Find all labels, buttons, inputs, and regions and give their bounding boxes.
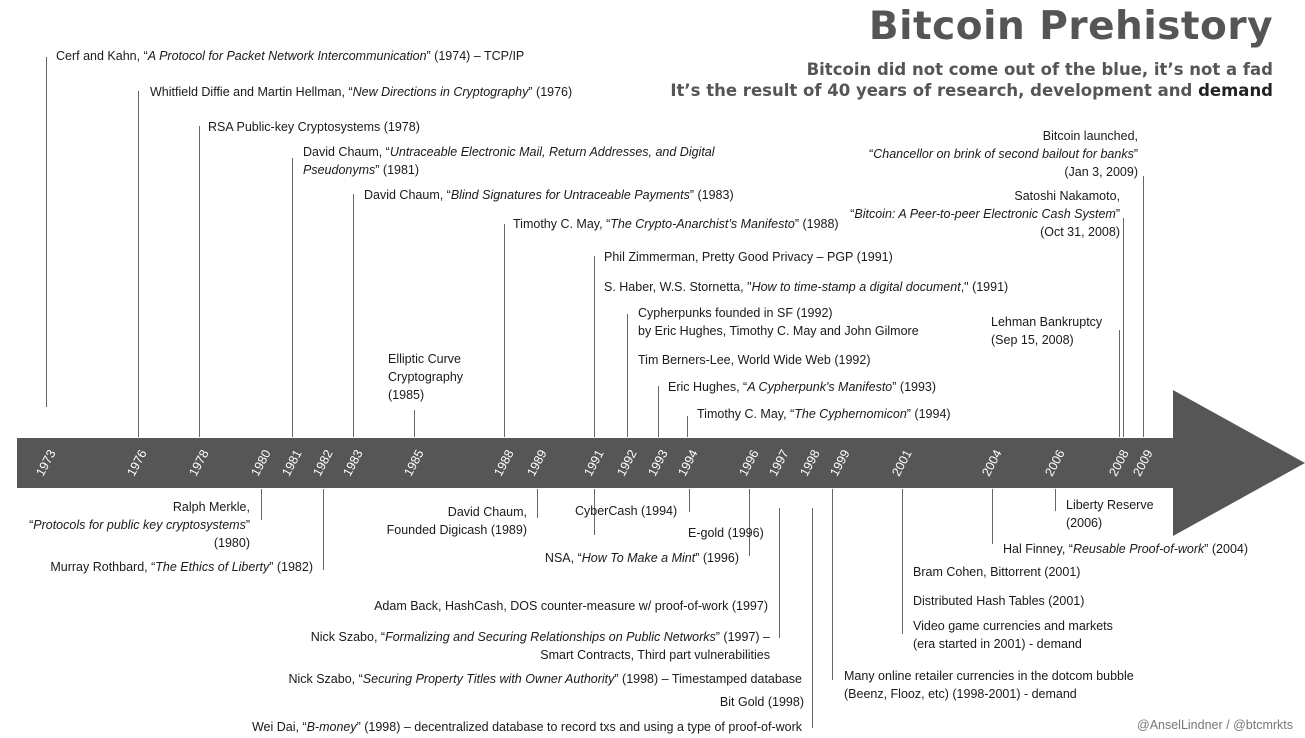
event-title-italic: A Cypherpunk's Manifesto [747,380,893,394]
event-text: CyberCash (1994) [575,504,678,518]
event-text: Murray Rothbard, “ [50,560,156,574]
connector-cyphernomicon [687,416,688,437]
event-line [913,635,1113,653]
connector-may88 [504,224,505,437]
event-text: ” (1997) – [715,630,770,644]
event-cypherpunks [638,304,919,340]
event-text: ” (1982) [269,560,313,574]
event-rsa [208,118,420,136]
year-text: 1991 [581,447,607,479]
event-bittorrent [913,563,1080,581]
year-text: 1982 [310,447,336,479]
event-text: Nick Szabo, “ [310,630,386,644]
credit-text: @AnselLindner / @btcmrkts [1137,718,1293,732]
event-text: (1985) [388,388,425,402]
connector-videogame [902,489,903,634]
event-text: Hal Finney, “ [1003,542,1073,556]
event-title-italic: The Cyphernomicon [794,407,907,421]
event-bitgold [720,693,804,711]
event-line [697,405,951,423]
connector-bmoney [812,508,813,728]
event-line [638,351,871,369]
event-may88 [513,215,839,233]
event-title-italic: Protocols for public key cryptosystems [33,518,246,532]
event-title-italic: How to time-stamp a digital document [751,280,961,294]
event-text: ” (2004) [1204,542,1249,556]
year-text: 1996 [736,447,762,479]
event-line [850,205,1120,223]
year-text: 1988 [491,447,517,479]
year-text: 1978 [186,447,212,479]
year-text: 2009 [1130,447,1156,479]
event-title-italic: Chancellor on brink of second bailout for banks [873,147,1134,161]
event-nakamoto [850,187,1120,241]
event-text: Adam Back, HashCash, DOS counter-measure w/ proof-of-work (1997) [374,599,768,613]
event-text: (Sep 15, 2008) [991,333,1074,347]
event-text: Elliptic Curve [388,352,461,366]
year-text: 1999 [827,447,853,479]
event-text: “ [29,518,34,532]
event-text: ” (1974) – TCP/IP [426,49,525,63]
year-text: 1980 [248,447,274,479]
event-text: ” (1996) [695,551,739,565]
event-digicash [387,503,527,539]
event-text: (Beenz, Flooz, etc) (1998-2001) - demand [844,687,1077,701]
event-hashcash [374,597,768,615]
event-line [913,592,1084,610]
event-title-italic: A Protocol for Packet Network Intercommunication [147,49,427,63]
event-text: Founded Digicash (1989) [386,523,527,537]
event-text: Distributed Hash Tables (2001) [913,594,1085,608]
connector-libertyreserve [1055,489,1056,511]
event-line [850,223,1120,241]
event-lehman [991,313,1102,349]
event-cyphernomicon [697,405,951,423]
event-text: (Oct 31, 2008) [1040,225,1120,239]
event-line [688,524,764,542]
event-rothbard [50,558,313,576]
connector-nsa [749,489,750,556]
connector-dotcom [832,489,833,680]
event-text: E-gold (1996) [688,526,764,540]
event-line [303,161,715,179]
connector-launch [1143,176,1144,437]
event-line [1066,514,1154,532]
year-text: 1994 [675,447,701,479]
year-text: 1989 [524,447,550,479]
event-text: Timothy C. May, “ [697,407,795,421]
event-text: ” (1998) – decentralized database to record txs and using a type of proof-of-work [356,720,802,734]
year-text: 1998 [797,447,823,479]
event-text: ” (1993) [892,380,937,394]
event-line [29,516,250,534]
event-merkle [29,498,250,552]
connector-cybercash [689,489,690,512]
year-text: 2001 [889,447,915,479]
event-text: (1980) [213,536,250,550]
event-line [252,718,802,736]
subtitle-line-1: Bitcoin did not come out of the blue, it’s not a fad [806,60,1273,79]
event-text: Cerf and Kahn, “ [56,49,148,63]
year-text: 1976 [124,447,150,479]
event-line [208,118,420,136]
event-text: Liberty Reserve [1066,498,1154,512]
event-line [913,563,1080,581]
event-title-italic: Reusable Proof-of-work [1072,542,1205,556]
event-nsa [545,549,739,567]
event-line [388,386,463,404]
event-text: Bitcoin launched, [1042,129,1138,143]
event-chaum81 [303,143,715,179]
event-text: ” (1998) – Timestamped database [614,672,802,686]
event-title-italic: How To Make a Mint [581,551,696,565]
year-text: 1997 [766,447,792,479]
event-title-italic: B-money [306,720,357,734]
event-dht [913,592,1084,610]
event-text: Ralph Merkle, [172,500,250,514]
subtitle-line-2-text: It’s the result of 40 years of research, development and [670,81,1193,100]
year-text: 1992 [614,447,640,479]
event-line [388,350,463,368]
event-text: (2006) [1066,516,1103,530]
event-www [638,351,871,369]
connector-szabo97 [779,508,780,638]
connector-ecc [414,410,415,437]
event-text: Tim Berners-Lee, World Wide Web (1992) [638,353,871,367]
event-text: Timothy C. May, “ [513,217,611,231]
year-text: 2008 [1106,447,1132,479]
event-text: ” (1994) [906,407,951,421]
event-libertyreserve [1066,496,1154,532]
connector-nakamoto [1123,218,1124,437]
event-text: Phil Zimmerman, Pretty Good Privacy – PGP (1991) [604,250,893,264]
connector-digicash [537,489,538,518]
event-bmoney [252,718,802,736]
event-line [844,685,1134,703]
event-line [869,163,1138,181]
event-line [311,628,770,646]
year-text: 1981 [279,447,305,479]
event-title-italic: Blind Signatures for Untraceable Payments [450,188,690,202]
connector-merkle [261,489,262,520]
event-line [575,502,677,520]
year-text: 2006 [1042,447,1068,479]
event-line [604,278,1008,296]
event-tcpip [56,47,524,65]
event-text: Wei Dai, “ [251,720,307,734]
event-line [545,549,739,567]
connector-diffie [138,91,139,437]
event-line [991,313,1102,331]
event-line [388,368,463,386]
event-line [869,127,1138,145]
event-text: David Chaum, “ [364,188,451,202]
event-text: ” [1115,207,1120,221]
event-text: ," (1991) [960,280,1009,294]
event-line [387,503,527,521]
event-szabo98 [288,670,802,688]
event-text: ” [1133,147,1138,161]
event-text: David Chaum, [447,505,527,519]
event-text: S. Haber, W.S. Stornetta, " [604,280,752,294]
event-title-italic: Bitcoin: A Peer-to-peer Electronic Cash System [854,207,1116,221]
event-pgp [604,248,893,266]
connector-finney [992,489,993,544]
connector-rothbard [323,489,324,570]
year-text: 1985 [401,447,427,479]
event-line [1066,496,1154,514]
event-egold [688,524,764,542]
event-title-italic: New Directions in Cryptography [352,85,529,99]
event-title-italic: The Ethics of Liberty [155,560,270,574]
event-line [288,670,802,688]
event-line [604,248,893,266]
event-line [668,378,936,396]
page-title: Bitcoin Prehistory [868,4,1273,49]
event-line [720,693,804,711]
event-line [29,498,250,516]
year-text: 2004 [979,447,1005,479]
event-text: Smart Contracts, Third part vulnerabilities [540,648,770,662]
year-text: 1983 [340,447,366,479]
connector-lehman [1119,330,1120,437]
connector-cypherpunks [627,314,628,437]
event-diffie [150,83,572,101]
event-line [913,617,1113,635]
event-line [56,47,524,65]
event-text: David Chaum, “ [303,145,390,159]
event-text: Lehman Bankruptcy [991,315,1103,329]
event-line [374,597,768,615]
event-line [150,83,572,101]
event-text: Satoshi Nakamoto, [1014,189,1120,203]
event-line [844,667,1134,685]
event-title-italic: Formalizing and Securing Relationships on Public Networks [385,630,716,644]
event-finney [1003,540,1248,558]
event-line [29,534,250,552]
event-hughes [668,378,936,396]
event-dotcom [844,667,1134,703]
event-text: ” (1988) [794,217,839,231]
event-text: NSA, “ [544,551,582,565]
connector-chaum81 [292,158,293,437]
event-text: Video game currencies and markets [913,619,1113,633]
connector-chaum83 [353,194,354,437]
event-text: Whitfield Diffie and Martin Hellman, “ [150,85,353,99]
event-line [311,646,770,664]
event-cybercash [575,502,677,520]
event-text: ” (1983) [689,188,734,202]
subtitle-demand-word: demand [1198,81,1273,100]
connector-hughes [658,386,659,437]
event-title-italic: The Crypto-Anarchist’s Manifesto [610,217,795,231]
event-title-italic: Securing Property Titles with Owner Authority [362,672,615,686]
event-line [1003,540,1248,558]
event-text: “ [869,147,874,161]
event-text: Cryptography [388,370,464,384]
event-line [387,521,527,539]
connector-rsa [199,126,200,437]
connector-pgp [594,256,595,437]
event-text: ” (1976) [528,85,573,99]
event-haber [604,278,1008,296]
event-title-italic: Untraceable Electronic Mail, Return Addresses, and Digital [389,145,715,159]
event-line [638,322,919,340]
event-line [513,215,839,233]
event-text: Cypherpunks founded in SF (1992) [638,306,833,320]
event-szabo97 [311,628,770,664]
event-launch [869,127,1138,181]
event-videogame [913,617,1113,653]
event-text: ” [245,518,250,532]
event-line [303,143,715,161]
event-line [869,145,1138,163]
event-text: Nick Szabo, “ [288,672,363,686]
event-text: (era started in 2001) - demand [913,637,1082,651]
event-line [638,304,919,322]
event-text: by Eric Hughes, Timothy C. May and John Gilmore [638,324,919,338]
year-text: 1993 [645,447,671,479]
event-text: (Jan 3, 2009) [1064,165,1138,179]
event-text: Many online retailer currencies in the dotcom bubble [844,669,1134,683]
event-text: Bram Cohen, Bittorrent (2001) [913,565,1081,579]
event-text: RSA Public-key Cryptosystems (1978) [208,120,420,134]
event-line [850,187,1120,205]
event-line [364,186,734,204]
event-text: Eric Hughes, “ [668,380,748,394]
event-line [50,558,313,576]
year-text: 1973 [33,447,59,479]
event-text: “ [850,207,855,221]
event-title-italic: Pseudonyms [303,163,376,177]
event-line [991,331,1102,349]
event-ecc [388,350,463,404]
connector-tcpip [46,57,47,407]
event-text: ” (1981) [375,163,420,177]
event-chaum83 [364,186,734,204]
event-text: Bit Gold (1998) [719,695,804,709]
